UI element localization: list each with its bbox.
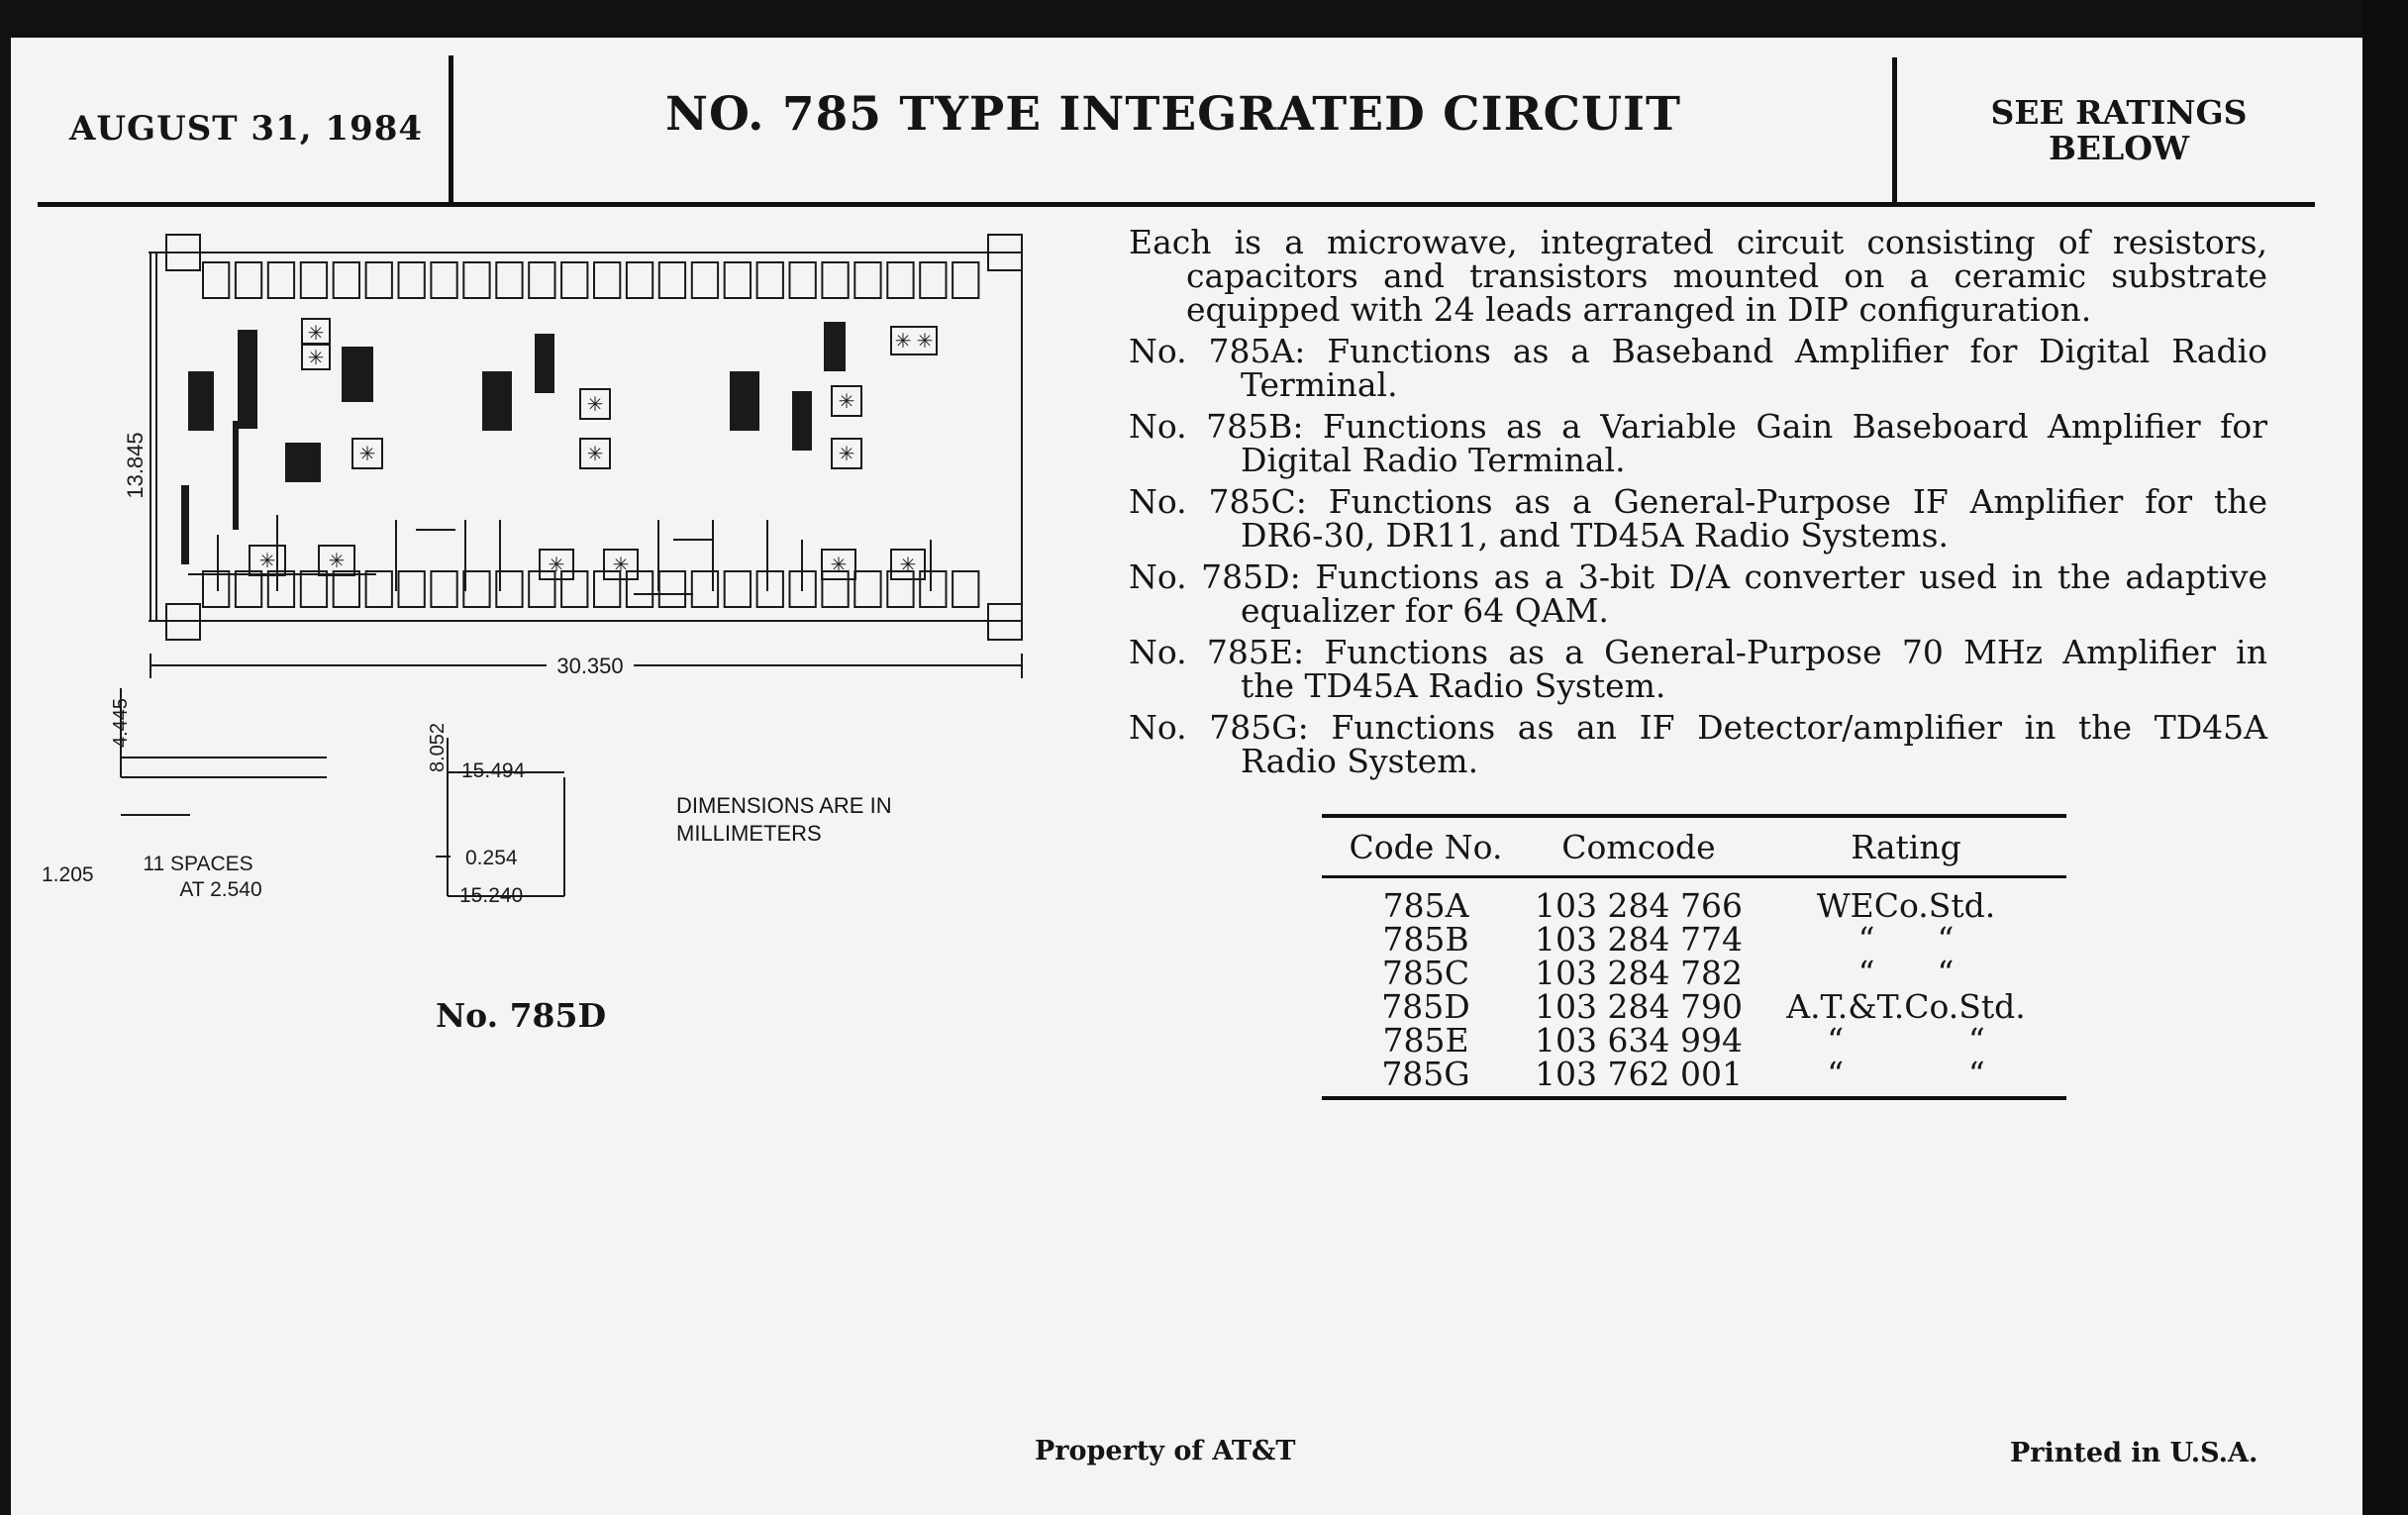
lead-pad: [594, 571, 620, 607]
comcode-cell: 103 762 001: [1535, 1054, 1743, 1093]
end-view: [121, 688, 327, 815]
code-cell: 785E: [1382, 1020, 1469, 1060]
svg-text:✳: ✳: [307, 323, 325, 345]
svg-text:✳: ✳: [258, 551, 276, 572]
resistor-array: [188, 371, 214, 431]
svg-text:✳: ✳: [838, 444, 855, 465]
lead-pad: [561, 571, 587, 607]
lead-pad: [431, 262, 456, 298]
dimensions-note-line: DIMENSIONS ARE IN: [676, 793, 892, 818]
function-line: No. 785C: Functions as a General-Purpose IF Amplifier for the: [1129, 482, 2267, 521]
table-row: [1322, 919, 2066, 959]
lead-pad: [203, 571, 229, 607]
side-top-label: 15.494: [461, 759, 526, 782]
header-divider-right: [1892, 57, 1897, 206]
header-rule: [38, 202, 2315, 207]
side-bottom-label: 15.240: [459, 884, 524, 907]
code-cell: 785G: [1381, 1054, 1470, 1093]
code-cell: 785B: [1382, 919, 1469, 959]
width-dimension-label: 30.350: [556, 654, 624, 678]
lead-pad: [854, 262, 880, 298]
svg-text:✳: ✳: [586, 394, 604, 416]
lead-pad: [268, 262, 294, 298]
table-row: [1322, 1054, 2066, 1093]
resistor-array: [792, 391, 812, 451]
resistor-array: [285, 443, 321, 482]
rating-cell: “ “: [1827, 1020, 1985, 1060]
component-blocks: [181, 322, 846, 564]
svg-text:✳: ✳: [612, 555, 630, 576]
function-line: Radio System.: [1241, 742, 1479, 780]
function-line: No. 785E: Functions as a General-Purpose 70 MHz Amplifier in: [1129, 633, 2267, 671]
svg-text:✳: ✳: [328, 551, 346, 572]
lead-pad: [529, 262, 554, 298]
circuit-layout-drawing: [40, 223, 1069, 936]
top-lead-pads: [203, 262, 978, 298]
svg-text:✳: ✳: [830, 555, 848, 576]
function-line: No. 785B: Functions as a Variable Gain Baseboard Amplifier for: [1129, 407, 2267, 446]
function-line: DR6-30, DR11, and TD45A Radio Systems.: [1241, 516, 1950, 555]
lead-pad: [757, 262, 783, 298]
see-ratings-note: [1926, 95, 2312, 166]
spaces-label: 11 SPACES: [143, 853, 253, 875]
rating-cell: “ “: [1857, 953, 1955, 992]
comcode-cell: 103 284 774: [1535, 919, 1743, 959]
function-line: No. 785D: Functions as a 3-bit D/A converter used in the adaptive: [1129, 557, 2267, 596]
svg-text:✳: ✳: [586, 444, 604, 465]
lead-pad: [236, 262, 261, 298]
lead-pitch-label: 4.445: [110, 697, 132, 749]
spaces-label: AT 2.540: [179, 878, 262, 901]
code-cell: 785D: [1381, 986, 1470, 1026]
lead-pad: [529, 571, 554, 607]
lead-pad: [822, 571, 848, 607]
svg-text:✳: ✳: [916, 331, 934, 353]
offset-label: 1.205: [42, 863, 94, 886]
table-row: [1322, 986, 2066, 1026]
lead-pad: [692, 571, 718, 607]
trace: [233, 421, 239, 530]
rating-cell: WECo.Std.: [1816, 885, 1996, 925]
header-divider-left: [449, 55, 453, 204]
function-line: No. 785G: Functions as an IF Detector/amplifier in the TD45A: [1129, 708, 2267, 747]
drawing-caption: No. 785D: [436, 996, 607, 1035]
lead-pad: [301, 571, 327, 607]
lead-pad: [953, 262, 978, 298]
resistor-array: [730, 371, 759, 431]
lead-pad: [463, 262, 489, 298]
svg-text:✳: ✳: [899, 555, 917, 576]
footer-printed: Printed in U.S.A.: [2010, 1438, 2258, 1468]
comcode-cell: 103 284 790: [1535, 986, 1743, 1026]
bottom-lead-pads: [203, 571, 978, 607]
lead-pad: [366, 262, 392, 298]
table-row: [1322, 953, 2066, 992]
issue-date: AUGUST 31, 1984: [69, 109, 424, 149]
code-cell: 785C: [1381, 953, 1470, 992]
page-title: NO. 785 TYPE INTEGRATED CIRCUIT: [665, 87, 1681, 142]
lead-pad: [301, 262, 327, 298]
lead-pad: [366, 571, 392, 607]
function-item: [1129, 708, 2267, 780]
function-line: equalizer for 64 QAM.: [1241, 591, 1609, 630]
comcode-cell: 103 284 766: [1535, 885, 1743, 925]
resistor-array: [482, 371, 512, 431]
svg-text:✳: ✳: [838, 391, 855, 413]
lead-pad: [627, 571, 652, 607]
function-item: [1129, 557, 2267, 630]
function-line: Terminal.: [1241, 365, 1398, 404]
resistor-array: [824, 322, 846, 371]
lead-pad: [431, 571, 456, 607]
comcode-cell: 103 634 994: [1535, 1020, 1743, 1060]
lead-pad: [594, 262, 620, 298]
comcode-cell: 103 284 782: [1535, 953, 1743, 992]
svg-text:✳: ✳: [548, 555, 565, 576]
lead-pad: [822, 262, 848, 298]
function-item: [1129, 407, 2267, 479]
ratings-table: [1322, 814, 2066, 1100]
table-row: [1322, 1020, 2066, 1060]
function-item: [1129, 633, 2267, 705]
lead-pad: [334, 571, 359, 607]
lead-pad: [496, 262, 522, 298]
resistor-array: [535, 334, 554, 393]
lead-pad: [725, 262, 751, 298]
dimensions-note-line: MILLIMETERS: [676, 821, 822, 846]
column-header: Comcode: [1561, 827, 1716, 866]
lead-pad: [627, 262, 652, 298]
lead-pad: [399, 262, 425, 298]
function-line: Digital Radio Terminal.: [1241, 441, 1626, 479]
lead-pad: [659, 262, 685, 298]
side-lead-label: 0.254: [465, 847, 518, 869]
lead-pad: [790, 262, 816, 298]
see-ratings-line1: SEE RATINGS: [1990, 93, 2248, 132]
lead-pad: [920, 262, 946, 298]
lead-pad: [953, 571, 978, 607]
lead-pad: [334, 262, 359, 298]
svg-text:✳: ✳: [894, 331, 912, 353]
lead-pad: [561, 262, 587, 298]
svg-text:✳: ✳: [358, 444, 376, 465]
lead-pad: [725, 571, 751, 607]
side-height-label: 8.052: [427, 722, 449, 773]
rating-cell: “ “: [1857, 919, 1955, 959]
lead-pad: [757, 571, 783, 607]
svg-text:✳: ✳: [307, 348, 325, 369]
function-item: [1129, 482, 2267, 555]
column-header: Rating: [1851, 827, 1961, 866]
rating-cell: A.T.&T.Co.Std.: [1786, 986, 2026, 1026]
lead-pad: [887, 262, 913, 298]
lead-pad: [399, 571, 425, 607]
code-cell: 785A: [1382, 885, 1469, 925]
lead-pad: [854, 571, 880, 607]
lead-pad: [659, 571, 685, 607]
resistor-array: [238, 330, 257, 429]
lead-pad: [236, 571, 261, 607]
scan-border: [2362, 0, 2408, 1515]
footer-property: Property of AT&T: [1035, 1436, 1296, 1466]
table-row: [1322, 885, 2066, 925]
lead-pad: [463, 571, 489, 607]
intro-line: equipped with 24 leads arranged in DIP configuration.: [1186, 290, 2092, 329]
function-item: [1129, 332, 2267, 404]
lead-pad: [692, 262, 718, 298]
lead-pad: [203, 262, 229, 298]
table-header: [1322, 818, 2066, 878]
height-dimension-label: 13.845: [123, 432, 148, 499]
description: [1129, 223, 2267, 786]
function-line: No. 785A: Functions as a Baseband Amplifier for Digital Radio: [1129, 332, 2267, 370]
intro-paragraph: [1129, 223, 2267, 329]
resistor-array: [342, 347, 373, 402]
see-ratings-line2: BELOW: [2048, 129, 2190, 167]
function-line: the TD45A Radio System.: [1241, 666, 1666, 705]
lead-pad: [268, 571, 294, 607]
intro-line: Each is a microwave, integrated circuit consisting of resistors,: [1129, 223, 2267, 261]
trace: [181, 485, 189, 564]
table-body: [1322, 878, 2066, 1096]
dimensions-note: [676, 792, 892, 848]
intro-line: capacitors and transistors mounted on a ceramic substrate: [1186, 256, 2267, 295]
rating-cell: “ “: [1827, 1054, 1985, 1093]
column-header: Code No.: [1349, 827, 1503, 866]
